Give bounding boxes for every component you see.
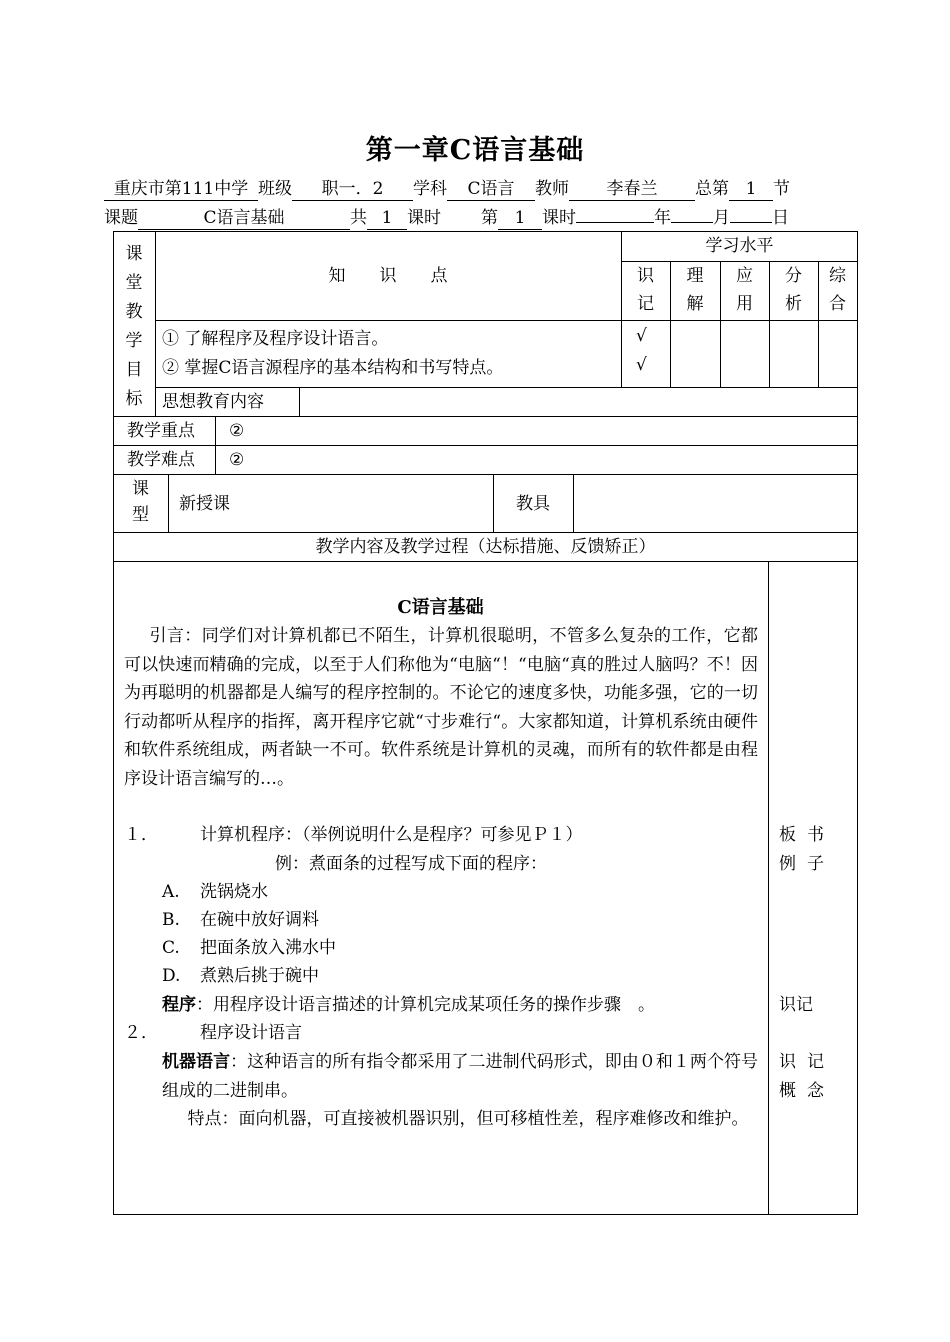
level-synthesize-text: 综合 xyxy=(829,266,846,314)
level-recall xyxy=(621,262,670,318)
total-hours-value: 1 xyxy=(367,207,407,230)
step-c xyxy=(162,934,722,963)
section-2 xyxy=(124,1019,758,1048)
section-label: 节 xyxy=(773,179,790,199)
header-line-1 xyxy=(104,177,790,201)
goal-side-text: 课堂教学目标 xyxy=(125,244,143,409)
date-blank xyxy=(576,222,654,223)
level-recall-text: 识记 xyxy=(637,266,654,314)
topic-value: C语言基础 xyxy=(138,207,350,230)
machine-def: ：这种语言的所有指令都采用了二进制代码形式，即由０和１两个符号组成的二进制串。 xyxy=(162,1052,759,1101)
goal-item-1: ① 了解程序及程序设计语言。 xyxy=(162,329,389,349)
program-definition xyxy=(162,991,758,1020)
type-label-text: 课型 xyxy=(132,479,149,525)
difficult-label: 教学难点 xyxy=(127,450,195,470)
level-label: 学习水平 xyxy=(705,236,774,256)
note-board-example: 板书例子 xyxy=(779,825,835,874)
machine-term: 机器语言 xyxy=(162,1052,231,1072)
content-heading: C语言基础 xyxy=(397,597,484,618)
difficult-value: ② xyxy=(229,450,245,470)
subject-label: 学科 xyxy=(413,179,447,199)
feature-paragraph: 特点：面向机器，可直接被机器识别，但可移植性差，程序难修改和维护。 xyxy=(187,1109,749,1129)
hours-label: 课时 xyxy=(407,208,441,228)
check-mark-2: √ xyxy=(636,355,647,375)
step-b xyxy=(162,906,722,935)
class-label: 班级 xyxy=(258,179,292,199)
section-2-number: ２． xyxy=(124,1023,158,1043)
process-header: 教学内容及教学过程（达标措施、反馈矫正） xyxy=(315,537,656,557)
level-apply xyxy=(720,262,769,318)
knowledge-label: 知 识 点 xyxy=(328,266,448,286)
check-mark-1: √ xyxy=(636,326,647,346)
page-title: 第一章C语言基础 xyxy=(365,135,585,166)
program-term: 程序 xyxy=(162,995,196,1015)
type-value: 新授课 xyxy=(179,494,230,514)
step-a-label: A. xyxy=(162,882,180,902)
goal-side-label xyxy=(115,240,153,414)
machine-language xyxy=(162,1048,758,1105)
step-b-text: 在碗中放好调料 xyxy=(200,910,319,930)
section-1-text: 计算机程序：（举例说明什么是程序？可参见Ｐ１） xyxy=(200,825,583,845)
month-label: 月 xyxy=(713,208,730,228)
section-2-text: 程序设计语言 xyxy=(200,1023,302,1043)
day-label: 日 xyxy=(772,208,789,228)
key-label: 教学重点 xyxy=(127,421,195,441)
nth-value: 1 xyxy=(498,207,542,230)
step-a-text: 洗锅烧水 xyxy=(200,882,268,902)
step-d-label: D. xyxy=(162,966,181,986)
step-c-label: C. xyxy=(162,938,180,958)
level-understand-text: 理解 xyxy=(686,266,704,314)
level-synthesize xyxy=(818,262,857,318)
step-a xyxy=(162,878,722,907)
note-recall: 识记 xyxy=(779,995,813,1015)
key-value: ② xyxy=(229,421,245,441)
type-label xyxy=(113,476,168,528)
total-hours-label: 共 xyxy=(350,208,367,228)
header-line-2 xyxy=(104,206,789,230)
section-1 xyxy=(124,821,758,850)
subject-value: C语言 xyxy=(447,178,535,201)
step-d xyxy=(162,962,722,991)
class-value: 职一．2 xyxy=(292,178,413,201)
section-1-number: １． xyxy=(124,825,158,845)
year-blank xyxy=(671,222,713,223)
nth-hours-label: 课时 xyxy=(542,208,576,228)
teacher-label: 教师 xyxy=(535,179,569,199)
month-blank xyxy=(730,222,772,223)
level-apply-text: 应用 xyxy=(736,266,753,314)
step-d-text: 煮熟后挑于碗中 xyxy=(200,966,319,986)
step-c-text: 把面条放入沸水中 xyxy=(200,938,336,958)
intro-paragraph: 引言：同学们对计算机都已不陌生，计算机很聪明，不管多么复杂的工作，它都可以快速而精确的完成，以至于人们称他为“电脑“！“电脑“真的胜过人脑吗？不！因为再聪明的机器都是人编写的程序控制的。不论它的速度多快，功能多强，它的一切行动都听从程序的指挥，离开程序它就“寸步难行“。大家都知道，计算机系统由硬件和软件系统组成，两者缺一不可。软件系统是计算机的灵魂，而所有的软件都是由程序设计语言编写的…。 xyxy=(124,626,758,789)
year-label: 年 xyxy=(654,208,671,228)
example-line: 例：煮面条的过程写成下面的程序： xyxy=(275,854,547,874)
level-understand xyxy=(670,262,720,318)
note-recall-concept: 识记概念 xyxy=(779,1052,835,1101)
tools-label: 教具 xyxy=(516,494,550,514)
level-analyze-text: 分析 xyxy=(785,266,802,314)
program-def: ：用程序设计语言描述的计算机完成某项任务的操作步骤 。 xyxy=(196,995,655,1015)
total-value: 1 xyxy=(729,178,773,201)
school-name: 重庆市第111中学 xyxy=(104,178,258,201)
topic-label: 课题 xyxy=(104,208,138,228)
total-label: 总第 xyxy=(695,179,729,199)
nth-label: 第 xyxy=(481,208,498,228)
step-b-label: B. xyxy=(162,910,180,930)
moral-label: 思想教育内容 xyxy=(162,392,264,412)
level-analyze xyxy=(769,262,818,318)
teacher-value: 李春兰 xyxy=(569,178,695,201)
goal-item-2: ② 掌握C语言源程序的基本结构和书写特点。 xyxy=(162,358,504,378)
